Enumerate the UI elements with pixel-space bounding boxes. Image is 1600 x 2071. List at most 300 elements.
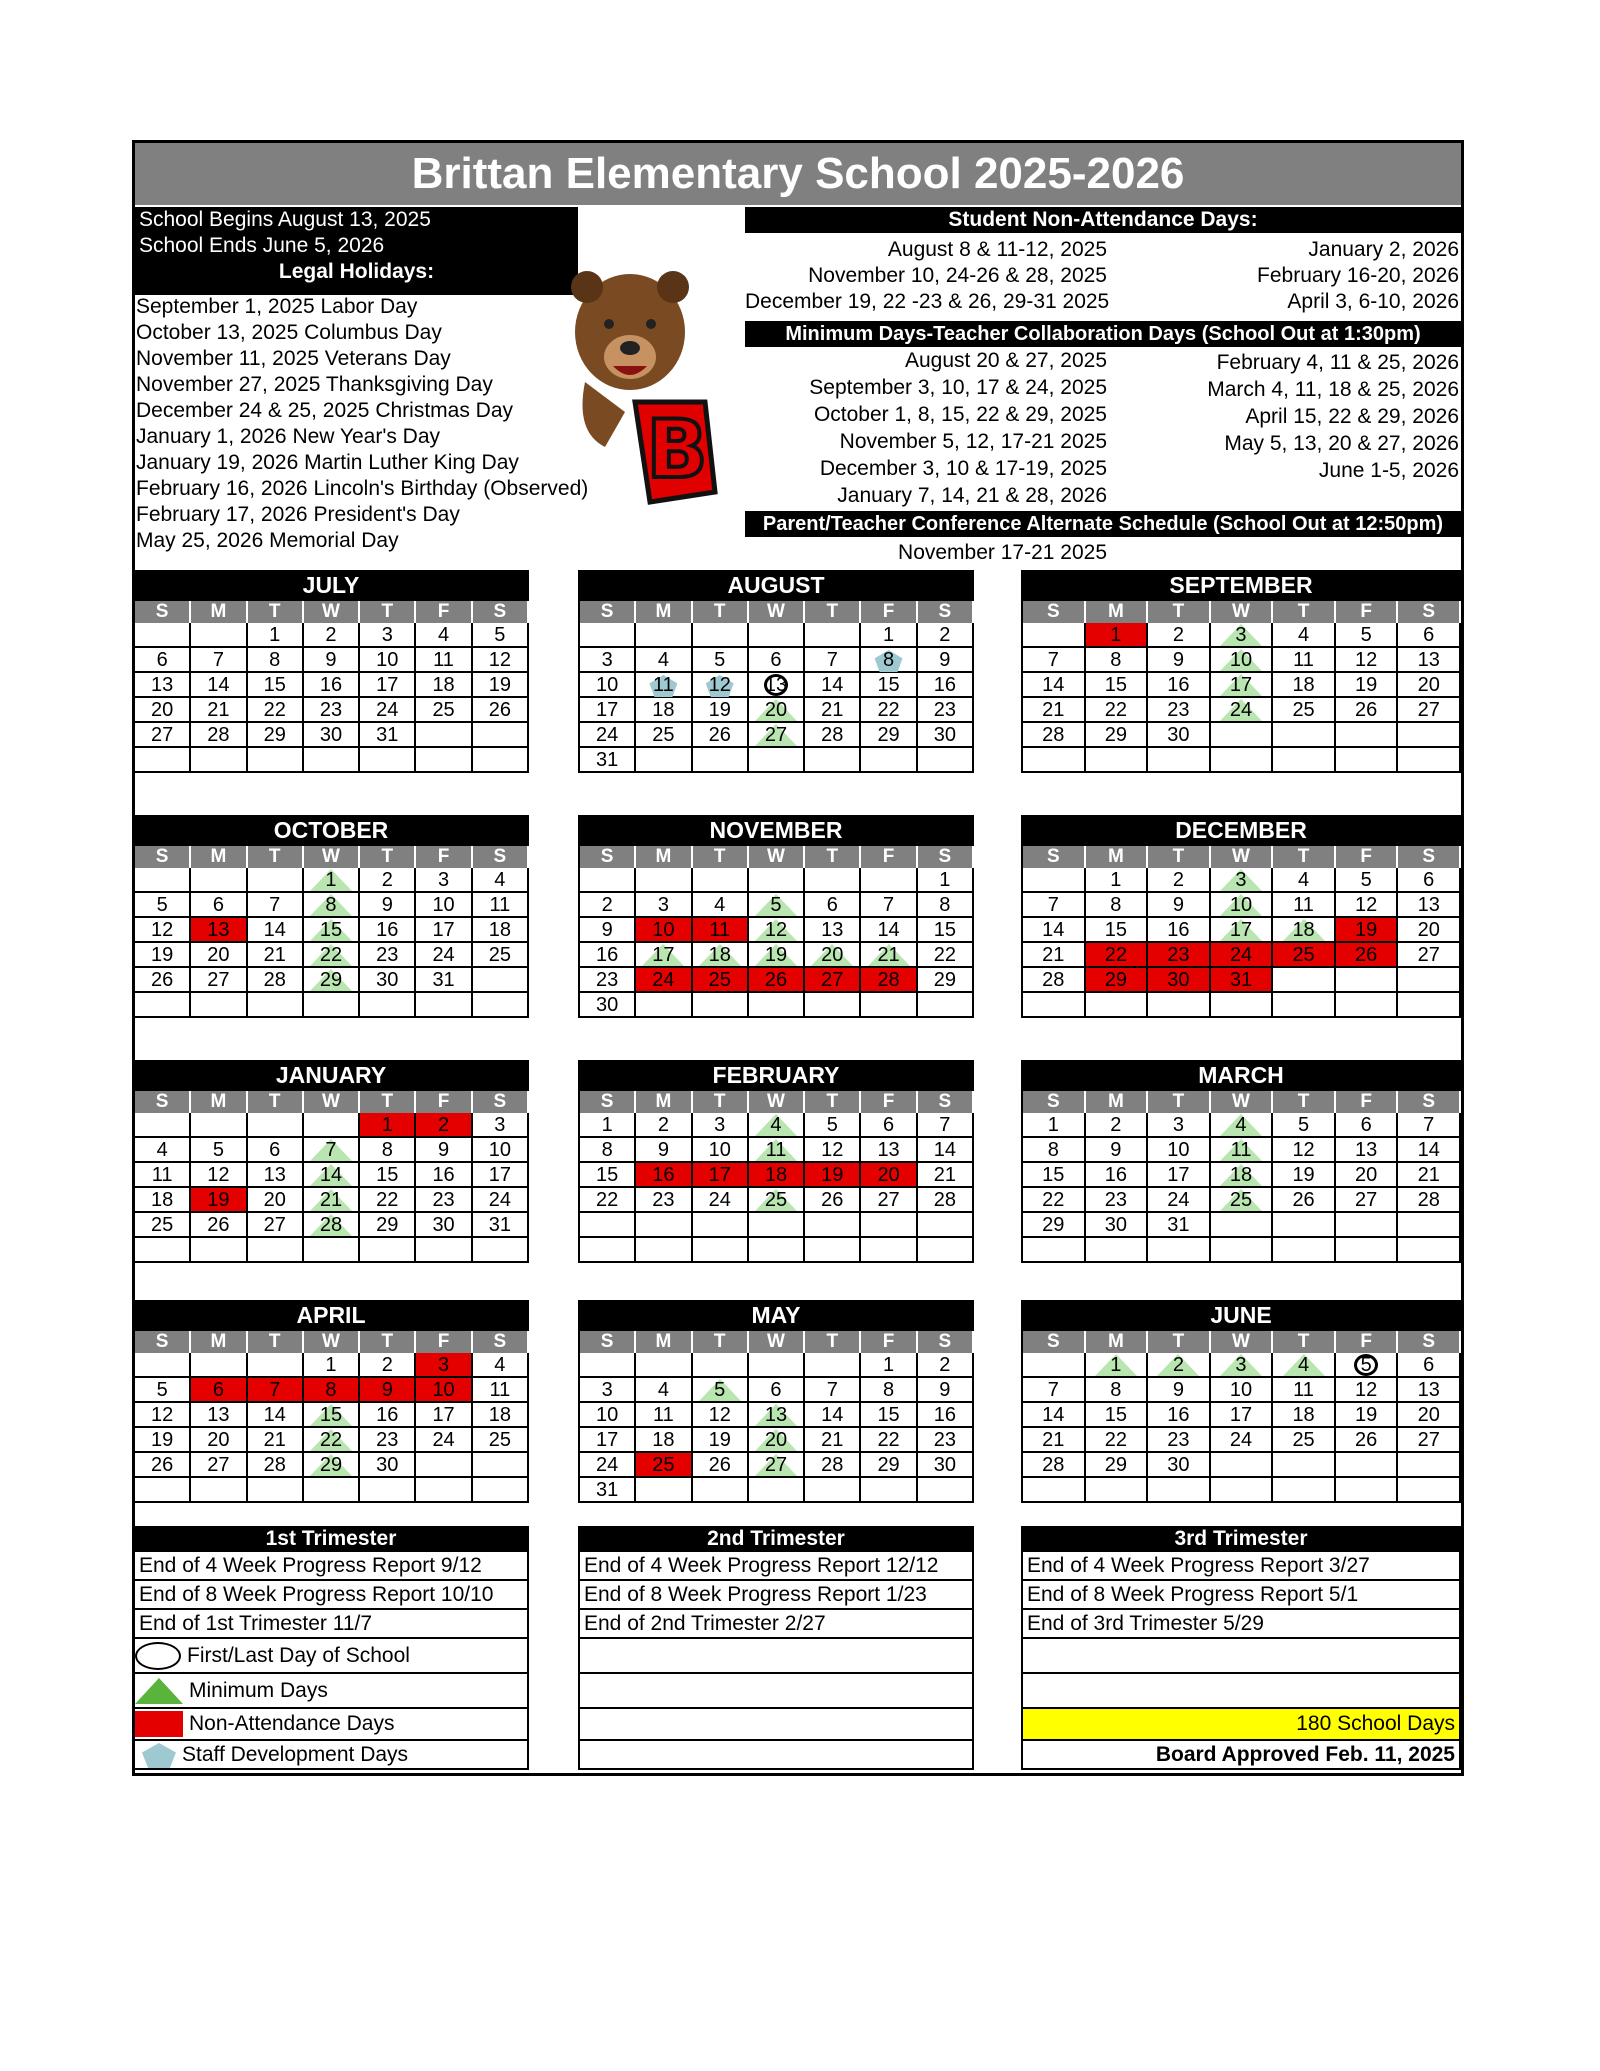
day-number: 3 xyxy=(381,624,393,646)
empty-day-cell xyxy=(636,993,692,1018)
pentagon-icon xyxy=(142,1743,176,1768)
trimester-3 xyxy=(1021,1526,1461,1770)
day-number: 29 xyxy=(376,1214,399,1236)
day-cell xyxy=(416,673,472,698)
day-number: 8 xyxy=(325,894,337,916)
day-cell xyxy=(861,968,917,993)
day-number: 6 xyxy=(770,649,782,671)
day-number: 24 xyxy=(1167,1189,1190,1211)
weekday-header: S xyxy=(1398,1091,1461,1113)
empty-day-cell xyxy=(749,868,805,893)
day-number: 8 xyxy=(883,649,895,671)
day-cell xyxy=(1211,893,1274,918)
weekday-header: F xyxy=(861,846,917,868)
day-number: 28 xyxy=(821,724,844,746)
day-cell xyxy=(1148,893,1211,918)
bear-logo xyxy=(565,262,725,512)
day-number: 7 xyxy=(883,894,895,916)
day-number: 27 xyxy=(764,724,788,746)
day-number: 20 xyxy=(1417,674,1440,696)
day-number: 12 xyxy=(708,1404,731,1426)
day-number: 11 xyxy=(765,1139,787,1161)
day-cell xyxy=(861,1428,917,1453)
weekday-header: T xyxy=(693,1091,749,1113)
day-cell xyxy=(135,1163,191,1188)
day-number: 20 xyxy=(263,1189,286,1211)
day-cell xyxy=(1086,698,1149,723)
day-cell xyxy=(861,698,917,723)
day-number: 10 xyxy=(1229,649,1253,671)
day-cell xyxy=(191,673,247,698)
day-number: 30 xyxy=(376,969,399,991)
day-number: 25 xyxy=(764,1189,788,1211)
weekday-header: S xyxy=(1398,846,1461,868)
day-cell xyxy=(1336,648,1399,673)
weekday-header: F xyxy=(416,1331,472,1353)
day-number: 1 xyxy=(1110,1354,1122,1376)
weekday-header: W xyxy=(304,601,360,623)
weekday-header: F xyxy=(1336,1331,1399,1353)
day-cell xyxy=(1273,893,1336,918)
day-cell xyxy=(416,623,472,648)
month-september xyxy=(1021,570,1461,773)
day-number: 10 xyxy=(1167,1139,1190,1161)
day-number: 9 xyxy=(1172,894,1184,916)
day-number: 17 xyxy=(708,1164,731,1186)
day-number: 1 xyxy=(883,624,895,646)
day-number: 31 xyxy=(1167,1214,1190,1236)
day-number: 28 xyxy=(1042,1454,1065,1476)
weekday-header: S xyxy=(473,846,529,868)
day-cell xyxy=(749,673,805,698)
day-cell xyxy=(248,893,304,918)
day-cell xyxy=(580,893,636,918)
day-number: 22 xyxy=(877,699,900,721)
day-cell xyxy=(1086,1403,1149,1428)
day-cell xyxy=(805,648,861,673)
day-cell xyxy=(360,1188,416,1213)
day-cell xyxy=(636,1378,692,1403)
day-cell xyxy=(248,1428,304,1453)
empty-day-cell xyxy=(805,868,861,893)
day-cell xyxy=(248,1213,304,1238)
weekday-header: T xyxy=(248,1331,304,1353)
empty-day-cell xyxy=(1398,993,1461,1018)
day-cell xyxy=(1148,968,1211,993)
day-number: 8 xyxy=(1110,894,1122,916)
day-number: 21 xyxy=(1042,1429,1065,1451)
empty-day-cell xyxy=(1148,1478,1211,1503)
day-cell xyxy=(805,1163,861,1188)
day-number: 29 xyxy=(933,969,956,991)
day-cell xyxy=(749,943,805,968)
day-number: 20 xyxy=(1355,1164,1378,1186)
day-number: 22 xyxy=(1104,944,1127,966)
day-cell xyxy=(749,698,805,723)
day-number: 23 xyxy=(1104,1189,1127,1211)
day-cell xyxy=(416,698,472,723)
day-number: 23 xyxy=(432,1189,455,1211)
day-cell xyxy=(580,723,636,748)
empty-day-cell xyxy=(580,868,636,893)
day-cell xyxy=(636,1163,692,1188)
empty-day-cell xyxy=(1211,1238,1274,1263)
day-number: 26 xyxy=(488,699,511,721)
day-cell xyxy=(416,943,472,968)
day-cell xyxy=(1211,968,1274,993)
day-number: 23 xyxy=(1167,699,1190,721)
day-cell xyxy=(1148,868,1211,893)
day-cell xyxy=(580,648,636,673)
weekday-header: F xyxy=(861,601,917,623)
day-number: 4 xyxy=(438,624,450,646)
minimum-day-item: March 4, 11, 18 & 25, 2026 xyxy=(1207,378,1459,401)
day-number: 14 xyxy=(319,1164,343,1186)
day-cell xyxy=(191,648,247,673)
day-number: 11 xyxy=(1293,894,1314,916)
empty-day-cell xyxy=(473,748,529,773)
day-cell xyxy=(1211,868,1274,893)
empty-day-cell xyxy=(135,993,191,1018)
day-number: 11 xyxy=(1293,649,1314,671)
weekday-header: M xyxy=(1086,1091,1149,1113)
empty-day-cell xyxy=(416,1478,472,1503)
empty-day-cell xyxy=(135,868,191,893)
minimum-day-item: June 1-5, 2026 xyxy=(1318,459,1459,482)
day-number: 28 xyxy=(207,724,230,746)
day-number: 3 xyxy=(438,1354,450,1376)
day-number: 9 xyxy=(381,1379,393,1401)
empty-day-cell xyxy=(304,1238,360,1263)
weekday-header: T xyxy=(360,1091,416,1113)
day-number: 29 xyxy=(877,1454,900,1476)
day-cell xyxy=(473,1138,529,1163)
weekday-header: S xyxy=(1023,1331,1086,1353)
weekday-header: M xyxy=(191,601,247,623)
day-cell xyxy=(135,1188,191,1213)
day-cell xyxy=(1398,1428,1461,1453)
day-cell xyxy=(135,723,191,748)
day-cell xyxy=(304,1163,360,1188)
day-number: 27 xyxy=(207,1454,230,1476)
day-cell xyxy=(1336,698,1399,723)
day-cell xyxy=(580,968,636,993)
empty-day-cell xyxy=(191,1238,247,1263)
day-cell xyxy=(1211,698,1274,723)
day-cell xyxy=(1273,673,1336,698)
day-number: 4 xyxy=(714,894,726,916)
day-number: 9 xyxy=(1172,1379,1184,1401)
empty-day-cell xyxy=(580,623,636,648)
day-number: 20 xyxy=(1417,919,1440,941)
minimum-days-right xyxy=(1180,349,1459,484)
empty-day-cell xyxy=(360,748,416,773)
day-number: 28 xyxy=(1042,724,1065,746)
day-cell xyxy=(636,943,692,968)
day-cell xyxy=(1398,918,1461,943)
weekday-header: F xyxy=(1336,1091,1399,1113)
day-cell xyxy=(360,623,416,648)
minimum-day-item: September 3, 10, 17 & 24, 2025 xyxy=(809,376,1107,399)
empty-day-cell xyxy=(191,1353,247,1378)
day-cell xyxy=(1148,918,1211,943)
day-cell xyxy=(1086,723,1149,748)
month-march xyxy=(1021,1060,1461,1263)
weekday-header: M xyxy=(636,1091,692,1113)
day-number: 17 xyxy=(1167,1164,1190,1186)
month-december xyxy=(1021,815,1461,1018)
trimester-2-title: 2nd Trimester xyxy=(578,1526,974,1552)
day-number: 27 xyxy=(1355,1189,1378,1211)
minimum-day-item: January 7, 14, 21 & 28, 2026 xyxy=(837,484,1107,507)
legal-holidays-list xyxy=(136,294,589,554)
day-number: 15 xyxy=(1042,1164,1065,1186)
weekday-header: T xyxy=(1148,1331,1211,1353)
holiday-item: May 25, 2026 Memorial Day xyxy=(136,529,399,552)
weekday-header: T xyxy=(805,1331,861,1353)
day-cell xyxy=(360,1428,416,1453)
day-cell xyxy=(1273,1113,1336,1138)
day-number: 19 xyxy=(1355,919,1378,941)
day-number: 28 xyxy=(263,969,286,991)
day-cell xyxy=(360,1138,416,1163)
day-cell xyxy=(1148,943,1211,968)
day-number: 11 xyxy=(151,1164,173,1186)
day-cell xyxy=(416,1163,472,1188)
day-cell xyxy=(580,1378,636,1403)
day-cell xyxy=(805,943,861,968)
day-number: 26 xyxy=(821,1189,844,1211)
day-cell xyxy=(1148,723,1211,748)
day-cell xyxy=(918,1378,974,1403)
empty-day-cell xyxy=(135,623,191,648)
month-grid xyxy=(1021,601,1461,773)
day-number: 15 xyxy=(319,919,343,941)
day-cell xyxy=(473,1113,529,1138)
weekday-header: M xyxy=(636,846,692,868)
day-cell xyxy=(1273,1188,1336,1213)
day-cell xyxy=(1273,1138,1336,1163)
weekday-header: T xyxy=(1148,601,1211,623)
day-number: 26 xyxy=(207,1214,230,1236)
day-cell xyxy=(1211,1403,1274,1428)
day-number: 31 xyxy=(376,724,399,746)
day-cell xyxy=(473,1378,529,1403)
empty-day-cell xyxy=(749,1213,805,1238)
trimester-1-row: End of 8 Week Progress Report 10/10 xyxy=(133,1581,529,1610)
month-title: NOVEMBER xyxy=(578,815,974,846)
conference-title: Parent/Teacher Conference Alternate Schedule (School Out at 12:50pm) xyxy=(745,511,1461,537)
trimester-2-row: End of 8 Week Progress Report 1/23 xyxy=(578,1581,974,1610)
day-number: 11 xyxy=(1230,1139,1252,1161)
day-number: 16 xyxy=(596,944,619,966)
day-cell xyxy=(636,648,692,673)
day-number: 21 xyxy=(207,699,230,721)
day-number: 7 xyxy=(1047,649,1059,671)
day-cell xyxy=(1023,1163,1086,1188)
day-cell xyxy=(1336,943,1399,968)
day-cell xyxy=(861,943,917,968)
day-number: 10 xyxy=(432,894,455,916)
day-cell xyxy=(805,918,861,943)
weekday-header: M xyxy=(191,1091,247,1113)
day-number: 25 xyxy=(708,969,731,991)
empty-day-cell xyxy=(1398,748,1461,773)
day-cell xyxy=(1023,1453,1086,1478)
day-number: 12 xyxy=(488,649,511,671)
month-grid xyxy=(133,1091,529,1263)
weekday-header: S xyxy=(473,1331,529,1353)
day-cell xyxy=(918,1113,974,1138)
day-cell xyxy=(416,1138,472,1163)
empty-day-cell xyxy=(861,1478,917,1503)
day-cell xyxy=(1211,1113,1274,1138)
day-cell xyxy=(473,648,529,673)
day-number: 7 xyxy=(212,649,224,671)
day-cell xyxy=(580,1138,636,1163)
weekday-header: T xyxy=(693,601,749,623)
empty-day-cell xyxy=(749,1478,805,1503)
day-number: 7 xyxy=(269,894,281,916)
day-cell xyxy=(805,1188,861,1213)
day-cell xyxy=(473,673,529,698)
empty-day-cell xyxy=(1211,993,1274,1018)
empty-day-cell xyxy=(861,993,917,1018)
weekday-header: T xyxy=(805,601,861,623)
day-cell xyxy=(1398,1353,1461,1378)
day-cell xyxy=(191,1163,247,1188)
day-cell xyxy=(304,1138,360,1163)
day-cell xyxy=(191,1453,247,1478)
day-number: 16 xyxy=(1104,1164,1127,1186)
day-cell xyxy=(473,1428,529,1453)
day-number: 1 xyxy=(269,624,281,646)
day-number: 22 xyxy=(1104,699,1127,721)
non-attendance-right xyxy=(1180,237,1459,315)
empty-day-cell xyxy=(693,1478,749,1503)
day-number: 17 xyxy=(596,699,619,721)
day-number: 16 xyxy=(1167,674,1190,696)
weekday-header: S xyxy=(135,1091,191,1113)
day-cell xyxy=(749,1453,805,1478)
weekday-header: S xyxy=(580,846,636,868)
day-cell xyxy=(416,968,472,993)
day-cell xyxy=(918,868,974,893)
trimester-1-row: End of 4 Week Progress Report 9/12 xyxy=(133,1552,529,1581)
day-cell xyxy=(1023,1138,1086,1163)
holiday-item: November 11, 2025 Veterans Day xyxy=(136,347,451,370)
day-cell xyxy=(636,1113,692,1138)
day-cell xyxy=(135,698,191,723)
empty-day-cell xyxy=(135,1353,191,1378)
day-number: 9 xyxy=(1110,1139,1122,1161)
day-cell xyxy=(1148,648,1211,673)
day-number: 1 xyxy=(381,1114,393,1136)
weekday-header: T xyxy=(805,846,861,868)
day-cell xyxy=(918,623,974,648)
day-number: 5 xyxy=(1298,1114,1310,1136)
day-cell xyxy=(473,918,529,943)
empty-day-cell xyxy=(636,868,692,893)
day-cell xyxy=(248,723,304,748)
empty-day-cell xyxy=(693,623,749,648)
weekday-header: T xyxy=(1273,601,1336,623)
day-cell xyxy=(1086,1378,1149,1403)
day-cell xyxy=(1211,1138,1274,1163)
day-number: 18 xyxy=(151,1189,174,1211)
day-cell xyxy=(248,1163,304,1188)
trimester-3-row: End of 4 Week Progress Report 3/27 xyxy=(1021,1552,1461,1581)
legal-holidays-title: Legal Holidays: xyxy=(278,260,435,283)
non-attendance-title: Student Non-Attendance Days: xyxy=(745,207,1461,233)
day-cell xyxy=(636,1453,692,1478)
empty-day-cell xyxy=(1211,1478,1274,1503)
empty-day-cell xyxy=(1336,723,1399,748)
day-number: 11 xyxy=(1293,1379,1314,1401)
day-number: 9 xyxy=(1172,649,1184,671)
day-cell xyxy=(416,1213,472,1238)
day-cell xyxy=(636,723,692,748)
day-cell xyxy=(473,1353,529,1378)
day-number: 16 xyxy=(1167,1404,1190,1426)
weekday-header: T xyxy=(248,1091,304,1113)
circle-icon xyxy=(135,1642,181,1670)
day-cell xyxy=(304,648,360,673)
day-number: 26 xyxy=(1292,1189,1315,1211)
day-cell xyxy=(191,1213,247,1238)
day-cell xyxy=(1336,623,1399,648)
empty-day-cell xyxy=(636,1478,692,1503)
day-cell xyxy=(1086,1453,1149,1478)
day-cell xyxy=(1336,918,1399,943)
day-number: 13 xyxy=(263,1164,286,1186)
empty-day-cell xyxy=(191,748,247,773)
empty-day-cell xyxy=(1336,1238,1399,1263)
trimester-2 xyxy=(578,1526,974,1770)
day-number: 2 xyxy=(939,624,951,646)
day-number: 13 xyxy=(764,1404,788,1426)
day-cell xyxy=(191,968,247,993)
day-cell xyxy=(304,893,360,918)
day-cell xyxy=(191,1188,247,1213)
day-cell xyxy=(580,1188,636,1213)
day-cell xyxy=(1398,648,1461,673)
legend-non-attendance xyxy=(133,1709,529,1741)
day-number: 17 xyxy=(652,944,675,966)
day-cell xyxy=(1336,893,1399,918)
day-number: 18 xyxy=(764,1164,788,1186)
day-number: 18 xyxy=(652,699,675,721)
day-cell xyxy=(1023,1213,1086,1238)
day-number: 24 xyxy=(432,1429,455,1451)
day-number: 18 xyxy=(488,1404,511,1426)
day-number: 29 xyxy=(1042,1214,1065,1236)
weekday-header: M xyxy=(636,601,692,623)
day-cell xyxy=(416,1378,472,1403)
empty-day-cell xyxy=(1273,1478,1336,1503)
day-cell xyxy=(1086,1113,1149,1138)
day-cell xyxy=(1336,1428,1399,1453)
day-cell xyxy=(1273,868,1336,893)
day-cell xyxy=(473,868,529,893)
day-cell xyxy=(1086,1428,1149,1453)
day-cell xyxy=(1211,1188,1274,1213)
day-cell xyxy=(416,918,472,943)
day-cell xyxy=(135,648,191,673)
day-number: 19 xyxy=(708,699,731,721)
day-number: 4 xyxy=(1298,1354,1310,1376)
day-number: 25 xyxy=(1292,1429,1315,1451)
